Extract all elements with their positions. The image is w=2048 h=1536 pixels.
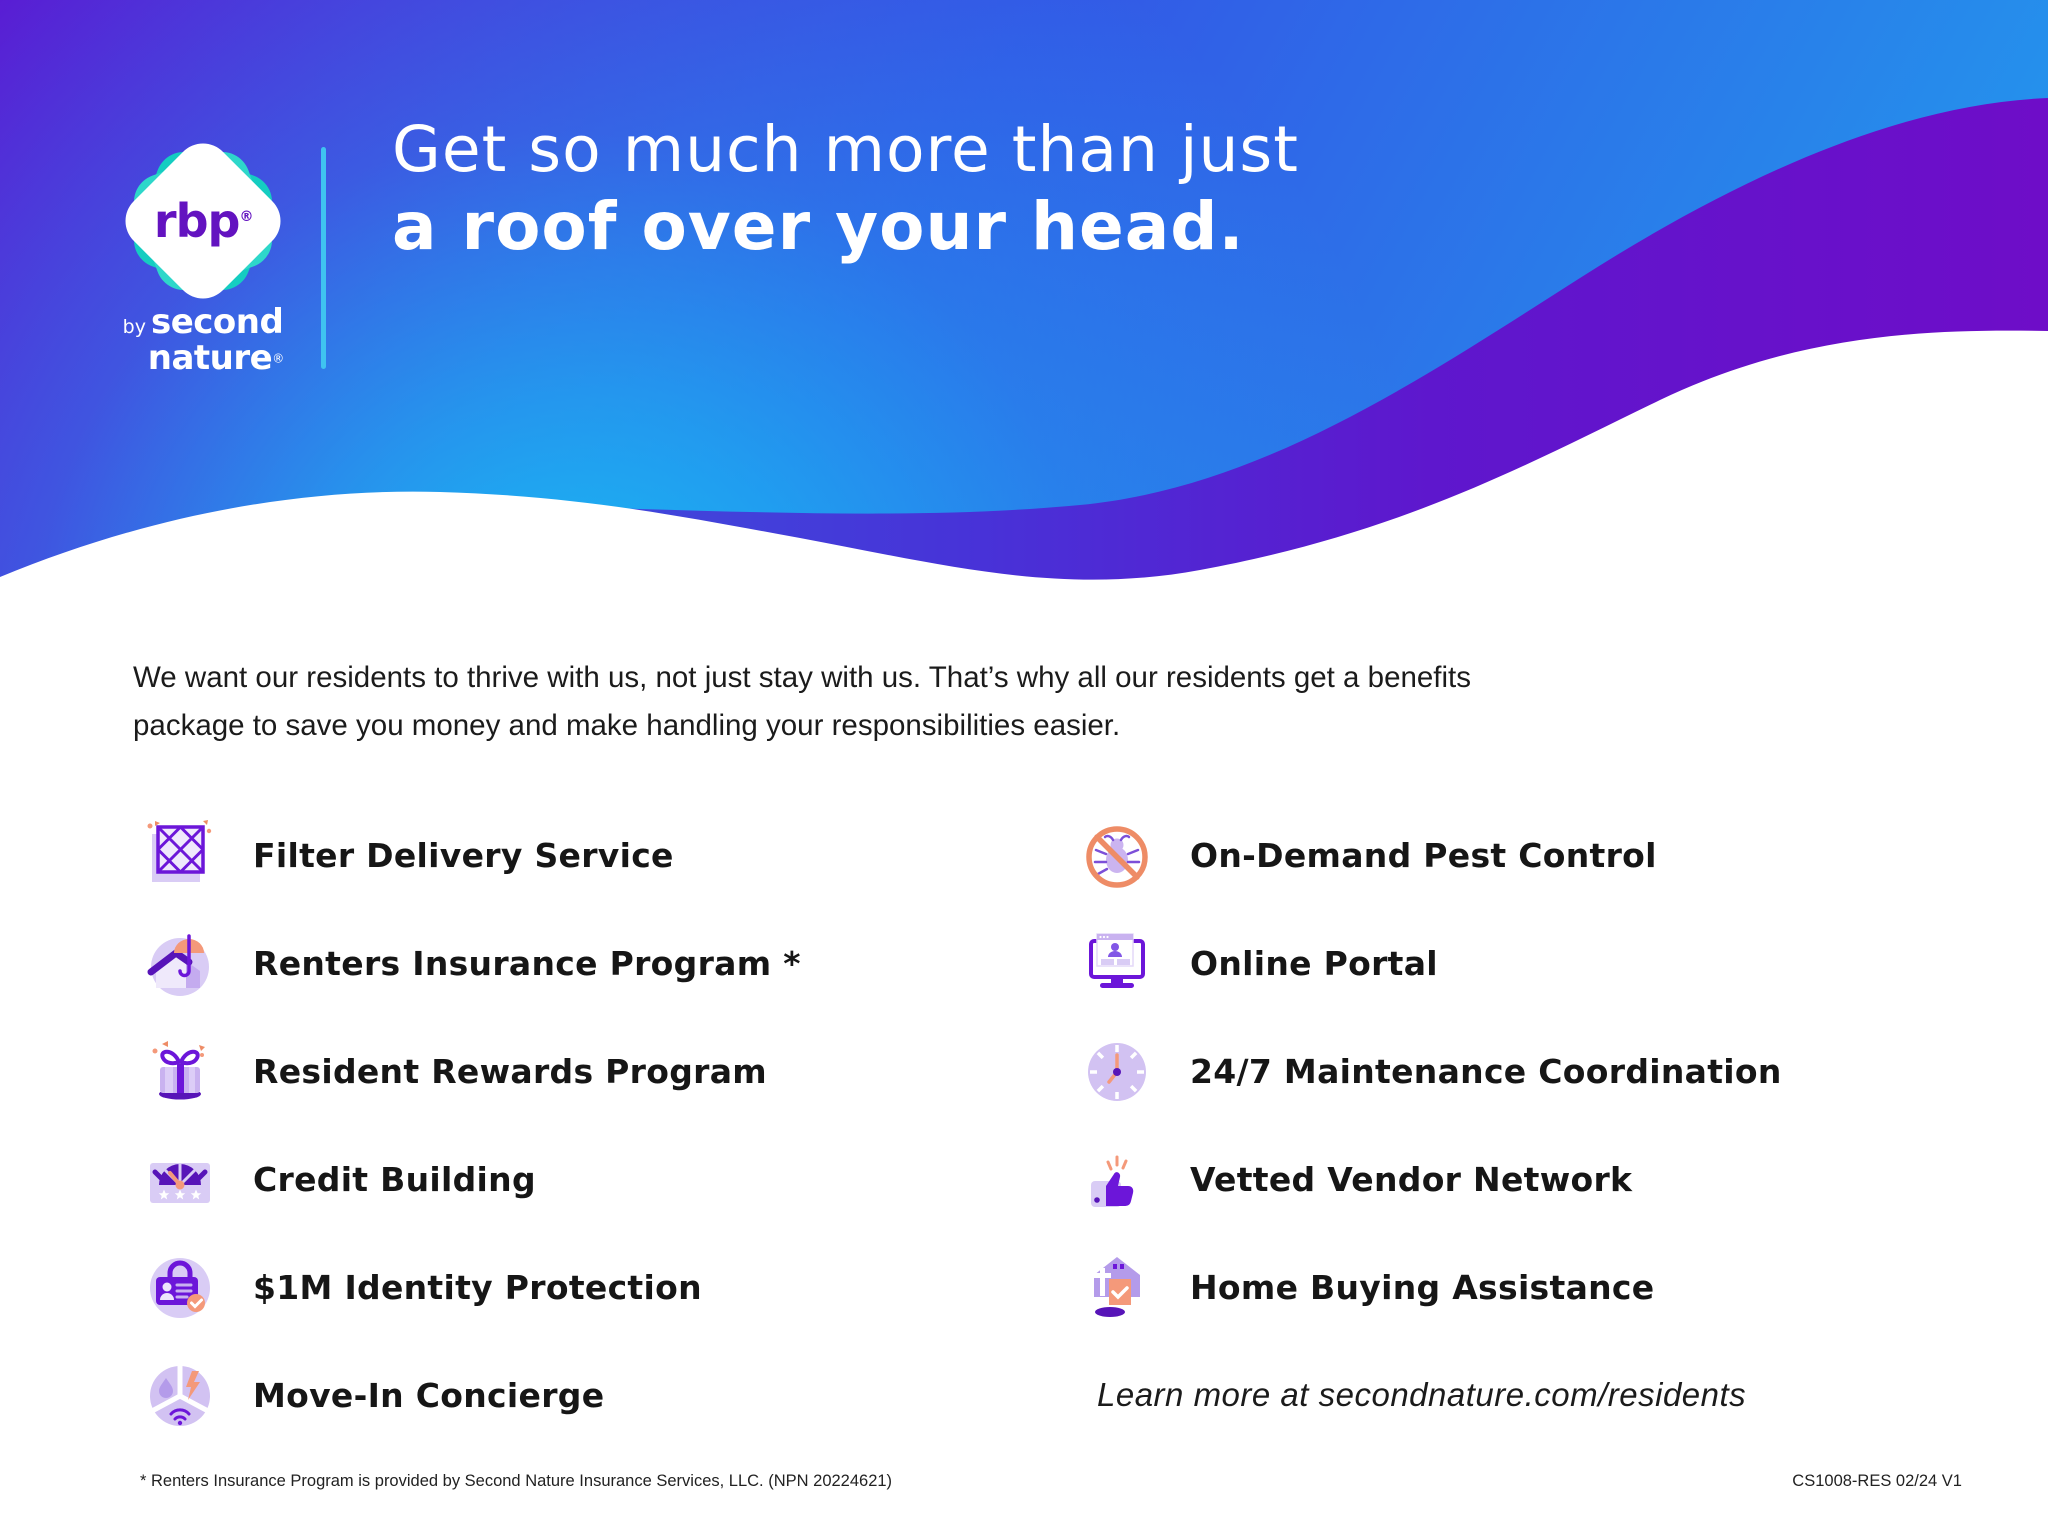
byline-nature: nature	[147, 338, 273, 378]
benefit-label: Resident Rewards Program	[253, 1051, 767, 1091]
air-filter-icon	[143, 818, 217, 892]
byline-second: second	[150, 302, 284, 342]
logo-white-diamond	[114, 132, 292, 310]
registered-mark: ®	[239, 208, 253, 225]
rbp-logo	[121, 143, 285, 381]
benefit-row	[1080, 801, 1782, 909]
document-code: CS1008-RES 02/24 V1	[1792, 1472, 1962, 1490]
thumbs-up-icon	[1080, 1142, 1154, 1216]
credit-gauge-icon	[143, 1142, 217, 1216]
house-sold-icon	[1080, 1250, 1154, 1324]
benefit-row	[1080, 1233, 1782, 1341]
house-umbrella-icon	[143, 926, 217, 1000]
benefit-label: Move-In Concierge	[253, 1375, 605, 1415]
benefit-row	[143, 909, 801, 1017]
intro-paragraph: We want our residents to thrive with us, not just stay with us. That’s why all our residents get a benefits package to save you money and make handling your responsibilities easier.	[133, 661, 1471, 742]
benefit-row	[143, 1341, 801, 1449]
benefit-row	[1080, 1125, 1782, 1233]
byline-by: by	[122, 316, 146, 338]
benefit-label: Online Portal	[1190, 943, 1438, 983]
benefit-label: Credit Building	[253, 1159, 536, 1199]
id-card-icon	[143, 1250, 217, 1324]
byline-registered-mark: ®	[272, 351, 285, 366]
headline	[392, 112, 1299, 266]
utilities-pie-icon	[143, 1358, 217, 1432]
benefit-label: Vetted Vendor Network	[1190, 1159, 1633, 1199]
benefit-label: 24/7 Maintenance Coordination	[1190, 1051, 1782, 1091]
benefit-label: Renters Insurance Program *	[253, 943, 801, 983]
headline-line2: a roof over your head.	[392, 188, 1245, 265]
learn-more-text: Learn more at secondnature.com/residents	[1097, 1376, 1747, 1413]
benefit-row	[143, 1233, 801, 1341]
benefit-row	[143, 1125, 801, 1233]
header-divider-line	[321, 147, 326, 369]
rbp-logo-mark	[125, 143, 281, 299]
headline-line1: Get so much more than just	[392, 113, 1299, 186]
benefit-label: Home Buying Assistance	[1190, 1267, 1655, 1307]
benefit-row	[143, 1017, 801, 1125]
logo-brand-text: rbp®	[153, 193, 253, 248]
benefit-row	[1080, 1017, 1782, 1125]
header-wave-background	[0, 0, 2048, 620]
clock-icon	[1080, 1034, 1154, 1108]
benefit-label: Filter Delivery Service	[253, 835, 674, 875]
online-portal-icon	[1080, 926, 1154, 1000]
no-bugs-icon	[1080, 818, 1154, 892]
benefit-row	[143, 801, 801, 909]
gift-icon	[143, 1034, 217, 1108]
benefits-column-left	[143, 801, 801, 1449]
benefit-label: On-Demand Pest Control	[1190, 835, 1657, 875]
insurance-footnote: * Renters Insurance Program is provided by Second Nature Insurance Services, LLC. (NPN 20224621)	[140, 1472, 893, 1490]
benefits-column-right	[1080, 801, 1782, 1449]
benefit-row	[1080, 909, 1782, 1017]
logo-byline	[121, 302, 285, 381]
benefit-label: $1M Identity Protection	[253, 1267, 702, 1307]
